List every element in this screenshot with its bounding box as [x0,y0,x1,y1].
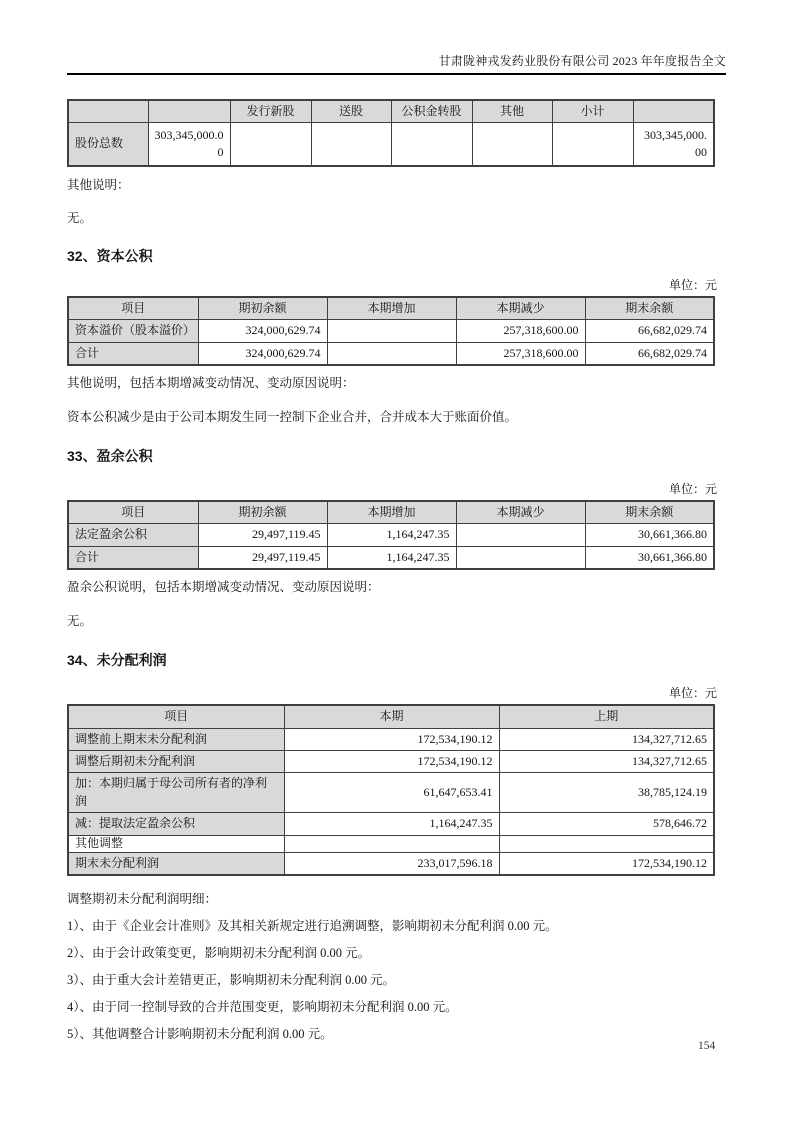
col-header: 本期增加 [327,501,456,524]
report-header-title: 甘肃陇神戎发药业股份有限公司 2023 年年度报告全文 [67,52,726,75]
table-header-row [68,297,714,320]
row-label: 法定盈余公积 [68,524,198,546]
unit-label: 单位：元 [668,277,717,292]
table-row [68,835,714,852]
col-header [633,100,714,123]
row-label: 调整后期初未分配利润 [68,751,284,773]
col-header: 上期 [499,705,714,728]
col-header: 其他 [472,100,552,123]
table-row [68,546,714,569]
col-header: 本期 [284,705,499,728]
col-header: 期初余额 [198,501,327,524]
table-row [68,123,714,166]
cell-value: 324,000,629.74 [198,320,327,342]
cell-value [327,320,456,342]
cell-value: 30,661,366.80 [585,546,714,569]
section-33-heading: 33、盈余公积 [67,448,153,465]
table-row [68,852,714,875]
col-header [68,100,148,123]
row-label: 减：提取法定盈余公积 [68,813,284,835]
retained-earnings-table [67,704,715,876]
col-header: 期末余额 [585,501,714,524]
note-text: 无。 [67,211,93,226]
detail-item-3: 3）、由于重大会计差错更正，影响期初未分配利润 0.00 元。 [67,972,396,987]
table-row [68,813,714,835]
col-header: 本期减少 [456,501,585,524]
row-label: 加：本期归属于母公司所有者的净利润 [68,773,284,813]
table-row [68,524,714,546]
cell-new-shares [230,123,311,166]
col-header: 公积金转股 [391,100,472,123]
col-header: 期初余额 [198,297,327,320]
detail-item-5: 5）、其他调整合计影响期初未分配利润 0.00 元。 [67,1026,333,1041]
row-label: 调整前上期末未分配利润 [68,728,284,750]
cell-other [472,123,552,166]
col-header [148,100,230,123]
col-header: 小计 [552,100,633,123]
detail-item-2: 2）、由于会计政策变更，影响期初未分配利润 0.00 元。 [67,945,371,960]
unit-label: 单位：元 [668,482,717,497]
cell-begin-balance: 303,345,000.00 [148,123,230,166]
unit-label: 单位：元 [668,686,717,701]
section-34-heading: 34、未分配利润 [67,652,167,669]
table-header-row [68,501,714,524]
row-label: 期末未分配利润 [68,852,284,875]
detail-item-1: 1）、由于《企业会计准则》及其相关新规定进行追溯调整，影响期初未分配利润 0.00 元。 [67,918,558,933]
table-row [68,773,714,813]
note-label: 其他说明： [67,177,130,192]
cell-value: 134,327,712.65 [499,728,714,750]
table-row [68,751,714,773]
cell-value: 29,497,119.45 [198,524,327,546]
cell-value: 66,682,029.74 [585,342,714,365]
row-label: 合计 [68,342,198,365]
col-header: 项目 [68,501,198,524]
cell-value: 233,017,596.18 [284,852,499,875]
note-label: 盈余公积说明，包括本期增减变动情况、变动原因说明： [67,580,380,595]
col-header: 送股 [311,100,391,123]
row-label: 资本溢价（股本溢价） [68,320,198,342]
cell-value: 257,318,600.00 [456,342,585,365]
table-row [68,728,714,750]
cell-subtotal [552,123,633,166]
table-header-row [68,705,714,728]
cell-value: 578,646.72 [499,813,714,835]
cell-value: 1,164,247.35 [327,546,456,569]
detail-item-4: 4）、由于同一控制导致的合并范围变更，影响期初未分配利润 0.00 元。 [67,999,458,1014]
capital-reserve-table [67,296,715,366]
cell-value: 172,534,190.12 [284,751,499,773]
cell-value: 29,497,119.45 [198,546,327,569]
cell-value: 324,000,629.74 [198,342,327,365]
row-label: 股份总数 [68,123,148,166]
row-label: 其他调整 [68,835,284,852]
table-row [68,320,714,342]
section-32-heading: 32、资本公积 [67,247,153,264]
cell-bonus-shares [311,123,391,166]
cell-value: 1,164,247.35 [284,813,499,835]
col-header: 项目 [68,705,284,728]
cell-value: 38,785,124.19 [499,773,714,813]
page-content [67,0,726,1042]
surplus-reserve-table [67,500,715,570]
col-header: 本期增加 [327,297,456,320]
cell-value: 66,682,029.74 [585,320,714,342]
col-header: 本期减少 [456,297,585,320]
cell-value: 172,534,190.12 [284,728,499,750]
table-row [68,342,714,365]
cell-value: 30,661,366.80 [585,524,714,546]
cell-end-balance: 303,345,000.00 [633,123,714,166]
cell-value [327,342,456,365]
cell-reserve-transfer [391,123,472,166]
cell-value [284,835,499,852]
note-text: 无。 [67,613,93,628]
note-text: 资本公积减少是由于公司本期发生同一控制下企业合并，合并成本大于账面价值。 [67,409,518,424]
cell-value [456,524,585,546]
share-capital-table [67,99,715,167]
cell-value: 257,318,600.00 [456,320,585,342]
cell-value [456,546,585,569]
row-label: 合计 [68,546,198,569]
col-header: 项目 [68,297,198,320]
table-header-row [68,100,714,123]
note-label: 其他说明，包括本期增减变动情况、变动原因说明： [67,376,355,391]
cell-value [499,835,714,852]
cell-value: 172,534,190.12 [499,852,714,875]
cell-value: 61,647,653.41 [284,773,499,813]
page-number: 154 [698,1040,716,1052]
col-header: 发行新股 [230,100,311,123]
cell-value: 1,164,247.35 [327,524,456,546]
adjustment-details-heading: 调整期初未分配利润明细： [67,891,218,906]
cell-value: 134,327,712.65 [499,751,714,773]
col-header: 期末余额 [585,297,714,320]
